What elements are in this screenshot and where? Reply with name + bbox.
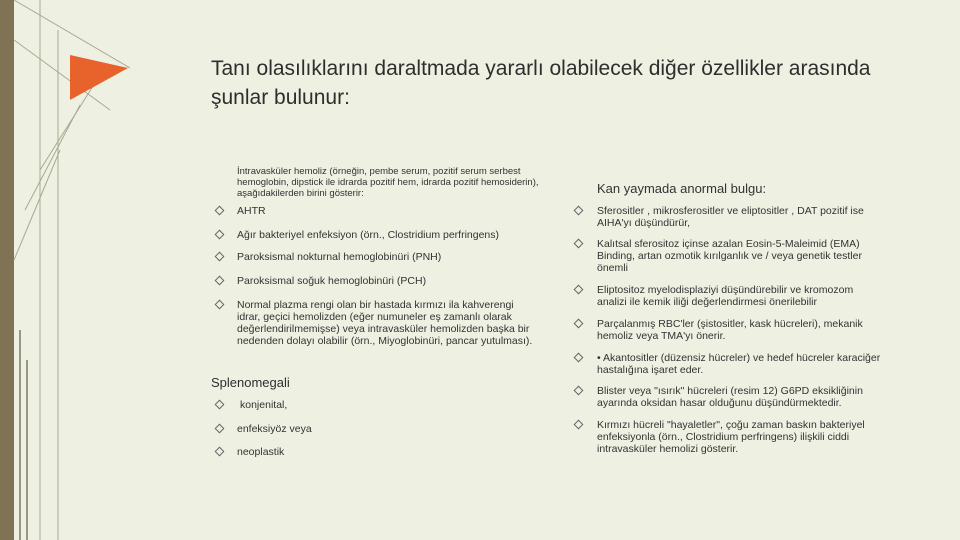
- diamond-bullet-icon: [574, 285, 584, 295]
- slide-title: Tanı olasılıklarını daraltmada yararlı olabilecek diğer özellikler arasında şunlar bulunur:: [211, 57, 871, 109]
- left-list-item: AHTR: [237, 205, 266, 217]
- diamond-bullet-icon: [574, 353, 584, 363]
- splenomegaly-item: neoplastik: [237, 446, 285, 458]
- right-list-item: • Akantositler (düzensiz hücreler) ve hedef hücreler karaciğer hastalığına işaret eder.: [597, 352, 881, 376]
- left-list-item: Ağır bakteriyel enfeksiyon (örn., Clostridium perfringens): [237, 229, 500, 241]
- left-list-item: Paroksismal nokturnal hemoglobinüri (PNH): [237, 251, 442, 263]
- diamond-bullet-icon: [215, 300, 225, 310]
- right-heading: Kan yaymada anormal bulgu:: [597, 181, 767, 196]
- diamond-bullet-icon: [215, 276, 225, 286]
- diamond-bullet-icon: [215, 447, 225, 457]
- diamond-bullet-icon: [574, 239, 584, 249]
- diamond-bullet-icon: [574, 386, 584, 396]
- diamond-bullet-icon: [574, 319, 584, 329]
- right-list-item: Sferositler , mikrosferositler ve eliptositler , DAT pozitif ise AIHA'yı düşündürür,: [597, 205, 864, 229]
- splenomegaly-heading: Splenomegali: [211, 375, 290, 390]
- right-list-item: Parçalanmış RBC'ler (şistositler, kask hücreleri), mekanik hemoliz veya TMA'yı önerir.: [597, 318, 863, 342]
- splenomegaly-item: konjenital,: [240, 399, 288, 411]
- right-list-item: Eliptositoz myelodisplaziyi düşündürebilir ve kromozom analizi ile kemik iliği değerlendirmesi önerilebilir: [597, 284, 854, 308]
- diamond-bullet-icon: [215, 424, 225, 434]
- diamond-bullet-icon: [574, 206, 584, 216]
- diamond-bullet-icon: [215, 400, 225, 410]
- right-list-item: Kalıtsal sferositoz içinse azalan Eosin-5-Maleimid (EMA) Binding, artan ozmotik kırılganlık ve / veya genetik testler önemli: [597, 238, 862, 274]
- diamond-bullet-icon: [215, 230, 225, 240]
- right-list-item: Kırmızı hücreli "hayaletler", çoğu zaman baskın bakteriyel enfeksiyonla (örn., Clostridium perfringens) ilişkili ciddi intravasküler hemolizi gösterir.: [597, 419, 865, 455]
- left-intro-text: İntravasküler hemoliz (örneğin, pembe serum, pozitif serum serbest hemoglobin, dipstick ile idrarda pozitif hem, idrarda pozitif hemosiderin), aşağıdakilerden birini gösterir:: [237, 166, 539, 199]
- diamond-bullet-icon: [215, 252, 225, 262]
- left-list-item: Paroksismal soğuk hemoglobinüri (PCH): [237, 275, 427, 287]
- decorative-lines: [0, 0, 140, 540]
- splenomegaly-item: enfeksiyöz veya: [237, 423, 312, 435]
- diamond-bullet-icon: [574, 420, 584, 430]
- right-list-item: Blister veya "ısırık" hücreleri (resim 12) G6PD eksikliğinin ayarında oksidan hasar olduğunu düşündürmektedir.: [597, 385, 863, 409]
- left-list-item: Normal plazma rengi olan bir hastada kırmızı ila kahverengi idrar, geçici hemolizden (eğer numuneler eş zamanlı olarak değerlendirilmemişse) veya intravasküler hemolizden başka bir nedenden dolayı olabilir (örn., Miyoglobinüri, pancar yutulması).: [237, 299, 533, 347]
- diamond-bullet-icon: [215, 206, 225, 216]
